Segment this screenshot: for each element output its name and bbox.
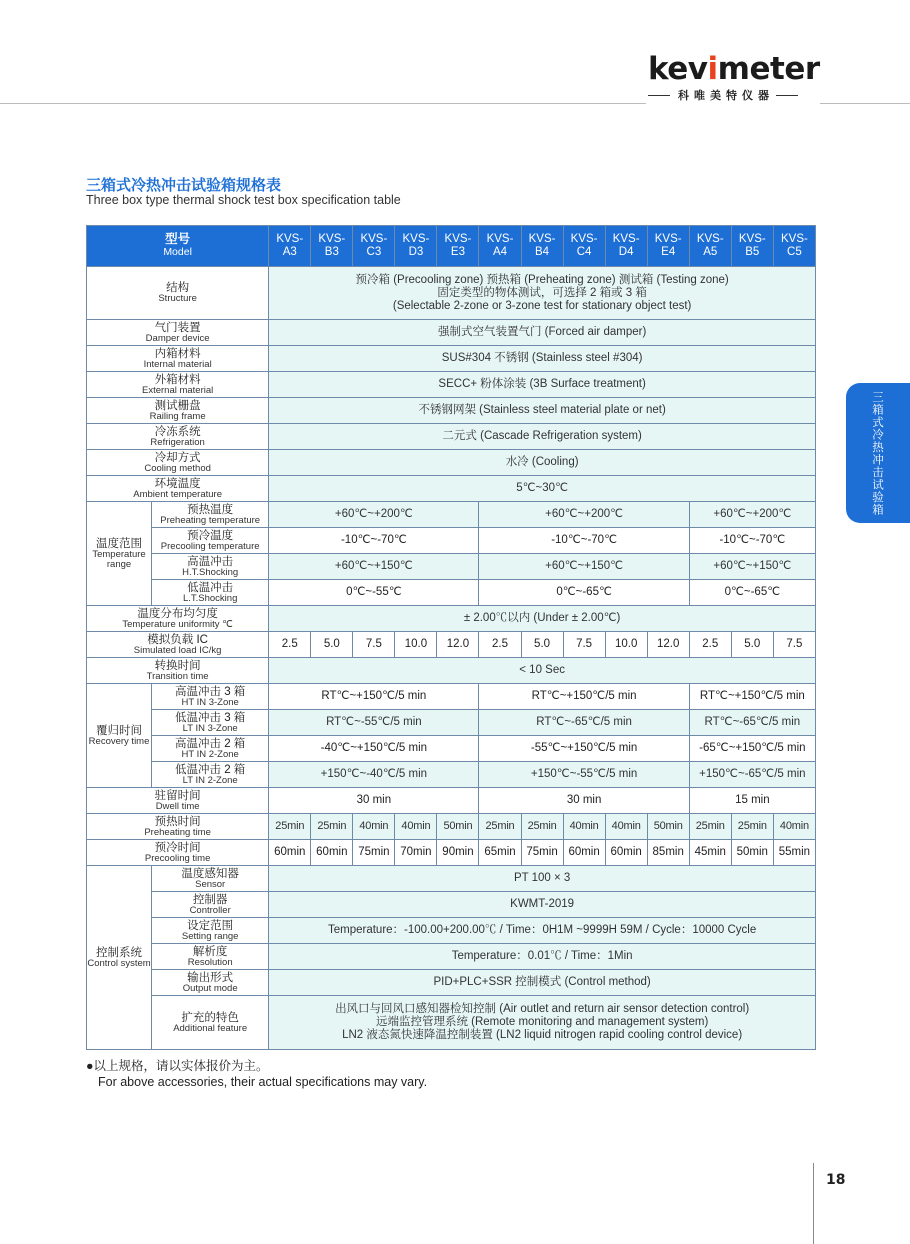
table-row [87,424,816,450]
temp-value: +60℃~+150℃ [479,554,689,580]
sub-label-resolution: 解析度 Resolution [152,944,269,970]
header-divider [0,103,646,104]
temp-value: +60℃~+200℃ [479,502,689,528]
row-label-ambient: 环境温度 Ambient temperature [87,476,269,502]
railing-value: 不锈钢网架 (Stainless steel material plate or net) [269,398,816,424]
precool-time-value: 60min [269,840,311,866]
table-row [87,554,816,580]
row-label-internal: 内箱材料 Internal material [87,346,269,372]
precool-time-value: 75min [521,840,563,866]
table-row [87,346,816,372]
model-col-header: KVS- C5 [773,226,815,267]
table-row [87,450,816,476]
row-label-refrigeration: 冷冻系统 Refrigeration [87,424,269,450]
logo-wordmark: kevimeter [648,51,820,87]
model-col-header: KVS- B5 [731,226,773,267]
precool-time-value: 60min [311,840,353,866]
temp-value: -10℃~-70℃ [689,528,815,554]
precool-time-value: 90min [437,840,479,866]
precool-time-value: 45min [689,840,731,866]
row-label-cooling: 冷却方式 Cooling method [87,450,269,476]
temp-value: +60℃~+200℃ [269,502,479,528]
sub-label-preheating-temp: 预热温度 Preheating temperature [152,502,269,528]
row-label-preheating-time: 预热时间 Preheating time [87,814,269,840]
sub-label-setting-range: 设定范围 Setting range [152,918,269,944]
footnote-zh: ●以上规格，请以实体报价为主。 [86,1059,269,1073]
table-row [87,580,816,606]
temp-value: 0℃~-55℃ [269,580,479,606]
table-row [87,684,816,710]
preheat-time-value: 50min [647,814,689,840]
additional-feature-value: 出风口与回风口感知器检知控制 (Air outlet and return air sensor detection control) 远端监控管理系统 (Remote monitoring and management system) LN2 液态氮快速降温控制装置 (LN2 liquid nitrogen rapid cooling control device) [269,996,816,1050]
load-value: 12.0 [437,632,479,658]
load-value: 7.5 [353,632,395,658]
sub-label-ht-3zone: 高温冲击 3 箱 HT IN 3-Zone [152,684,269,710]
preheat-time-value: 25min [521,814,563,840]
temp-value: +60℃~+200℃ [689,502,815,528]
model-col-header: KVS- C3 [353,226,395,267]
model-col-header: KVS- A4 [479,226,521,267]
recovery-value: RT℃~+150℃/5 min [689,684,815,710]
table-row [87,892,816,918]
page-title-zh: 三箱式冷热冲击试验箱规格表 [86,176,282,194]
recovery-value: -55℃~+150℃/5 min [479,736,689,762]
sub-label-ht-shocking: 高温冲击 H.T.Shocking [152,554,269,580]
table-row [87,710,816,736]
spec-table [86,225,816,1050]
logo-line-right [776,95,798,96]
temp-value: -10℃~-70℃ [479,528,689,554]
load-value: 10.0 [395,632,437,658]
model-col-header: KVS- D3 [395,226,437,267]
recovery-value: RT℃~+150℃/5 min [479,684,689,710]
model-col-header: KVS- C4 [563,226,605,267]
dwell-value: 30 min [479,788,689,814]
temp-value: -10℃~-70℃ [269,528,479,554]
recovery-value: RT℃~-65℃/5 min [479,710,689,736]
table-row [87,267,816,320]
sub-label-lt-2zone: 低温冲击 2 箱 LT IN 2-Zone [152,762,269,788]
row-label-dwell: 驻留时间 Dwell time [87,788,269,814]
table-row [87,320,816,346]
sub-label-ht-2zone: 高温冲击 2 箱 HT IN 2-Zone [152,736,269,762]
row-label-damper: 气门装置 Damper device [87,320,269,346]
temp-value: +60℃~+150℃ [269,554,479,580]
model-col-header: KVS- E4 [647,226,689,267]
controller-value: KWMT-2019 [269,892,816,918]
row-label-temp-range: 温度范围 Temperature range [87,502,152,606]
recovery-value: +150℃~-55℃/5 min [479,762,689,788]
row-label-railing: 测试栅盘 Railing frame [87,398,269,424]
recovery-value: -65℃~+150℃/5 min [689,736,815,762]
preheat-time-value: 40min [563,814,605,840]
header-divider-right [820,103,910,104]
table-row [87,840,816,866]
row-label-uniformity: 温度分布均匀度 Temperature uniformity ℃ [87,606,269,632]
preheat-time-value: 40min [395,814,437,840]
precool-time-value: 65min [479,840,521,866]
preheat-time-value: 25min [311,814,353,840]
table-row [87,476,816,502]
preheat-time-value: 40min [605,814,647,840]
preheat-time-value: 40min [353,814,395,840]
table-row [87,736,816,762]
logo-accent-letter: i [707,51,718,87]
sub-label-sensor: 温度感知器 Sensor [152,866,269,892]
temp-value: +60℃~+150℃ [689,554,815,580]
precool-time-value: 50min [731,840,773,866]
model-header: 型号 Model [87,226,269,267]
internal-value: SUS#304 不锈钢 (Stainless steel #304) [269,346,816,372]
load-value: 5.0 [311,632,353,658]
model-col-header: KVS- D4 [605,226,647,267]
row-label-structure: 结构 Structure [87,267,269,320]
preheat-time-value: 40min [773,814,815,840]
row-label-transition: 转换时间 Transition time [87,658,269,684]
sub-label-precooling-temp: 预冷温度 Precooling temperature [152,528,269,554]
precool-time-value: 70min [395,840,437,866]
page-number: 18 [826,1172,846,1188]
load-value: 10.0 [605,632,647,658]
sub-label-controller: 控制器 Controller [152,892,269,918]
row-label-recovery: 覆归时间 Recovery time [87,684,152,788]
transition-value: < 10 Sec [269,658,816,684]
dwell-value: 15 min [689,788,815,814]
table-row [87,502,816,528]
load-value: 5.0 [731,632,773,658]
table-row [87,970,816,996]
temp-value: 0℃~-65℃ [479,580,689,606]
table-row [87,788,816,814]
output-value: PID+PLC+SSR 控制模式 (Control method) [269,970,816,996]
load-value: 2.5 [479,632,521,658]
table-row [87,762,816,788]
load-value: 2.5 [269,632,311,658]
table-row [87,606,816,632]
preheat-time-value: 50min [437,814,479,840]
precool-time-value: 60min [563,840,605,866]
table-row [87,398,816,424]
model-col-header: KVS- B3 [311,226,353,267]
page-title-en: Three box type thermal shock test box specification table [86,193,401,207]
table-row [87,996,816,1050]
model-col-header: KVS- B4 [521,226,563,267]
model-col-header: KVS- E3 [437,226,479,267]
recovery-value: RT℃~-65℃/5 min [689,710,815,736]
recovery-value: RT℃~+150℃/5 min [269,684,479,710]
resolution-value: Temperature：0.01℃ / Time：1Min [269,944,816,970]
footnote [86,1058,427,1090]
logo-line-left [648,95,670,96]
cooling-value: 水冷 (Cooling) [269,450,816,476]
precool-time-value: 85min [647,840,689,866]
sub-label-additional: 扩充的特色 Additional feature [152,996,269,1050]
ambient-value: 5℃~30℃ [269,476,816,502]
table-row [87,372,816,398]
row-label-external: 外箱材料 External material [87,372,269,398]
recovery-value: RT℃~-55℃/5 min [269,710,479,736]
table-row [87,528,816,554]
table-row [87,866,816,892]
table-header-row [87,226,816,267]
load-value: 12.0 [647,632,689,658]
load-value: 2.5 [689,632,731,658]
uniformity-value: ± 2.00℃以内 (Under ± 2.00℃) [269,606,816,632]
footer-divider [813,1163,814,1244]
precool-time-value: 55min [773,840,815,866]
table-row [87,814,816,840]
sub-label-lt-shocking: 低温冲击 L.T.Shocking [152,580,269,606]
logo-subtitle: 科唯美特仪器 [648,87,816,103]
row-label-control: 控制系统 Control system [87,866,152,1050]
sub-label-output: 输出形式 Output mode [152,970,269,996]
load-value: 5.0 [521,632,563,658]
dwell-value: 30 min [269,788,479,814]
table-row [87,918,816,944]
precool-time-value: 60min [605,840,647,866]
recovery-value: +150℃~-65℃/5 min [689,762,815,788]
side-section-tab: 三箱式冷热冲击试验箱 [846,383,910,523]
table-row [87,658,816,684]
damper-value: 强制式空气装置气门 (Forced air damper) [269,320,816,346]
preheat-time-value: 25min [731,814,773,840]
load-value: 7.5 [563,632,605,658]
model-col-header: KVS- A3 [269,226,311,267]
model-col-header: KVS- A5 [689,226,731,267]
table-row [87,632,816,658]
preheat-time-value: 25min [689,814,731,840]
precool-time-value: 75min [353,840,395,866]
external-value: SECC+ 粉体涂装 (3B Surface treatment) [269,372,816,398]
footnote-en: For above accessories, their actual specifications may vary. [98,1075,428,1089]
structure-value: 预冷箱 (Precooling zone) 预热箱 (Preheating zone) 测试箱 (Testing zone) 固定类型的物体测试，可选择 2 箱或 3 箱 (Selectable 2-zone or 3-zone test for stationary object test) [269,267,816,320]
brand-logo [648,51,820,103]
preheat-time-value: 25min [479,814,521,840]
refrigeration-value: 二元式 (Cascade Refrigeration system) [269,424,816,450]
row-label-load: 模拟负载 IC Simulated load IC/kg [87,632,269,658]
temp-value: 0℃~-65℃ [689,580,815,606]
load-value: 7.5 [773,632,815,658]
table-row [87,944,816,970]
row-label-precooling-time: 预冷时间 Precooling time [87,840,269,866]
sensor-value: PT 100 × 3 [269,866,816,892]
sub-label-lt-3zone: 低温冲击 3 箱 LT IN 3-Zone [152,710,269,736]
recovery-value: +150℃~-40℃/5 min [269,762,479,788]
setting-range-value: Temperature：-100.00+200.00℃ / Time：0H1M ~9999H 59M / Cycle：10000 Cycle [269,918,816,944]
recovery-value: -40℃~+150℃/5 min [269,736,479,762]
preheat-time-value: 25min [269,814,311,840]
